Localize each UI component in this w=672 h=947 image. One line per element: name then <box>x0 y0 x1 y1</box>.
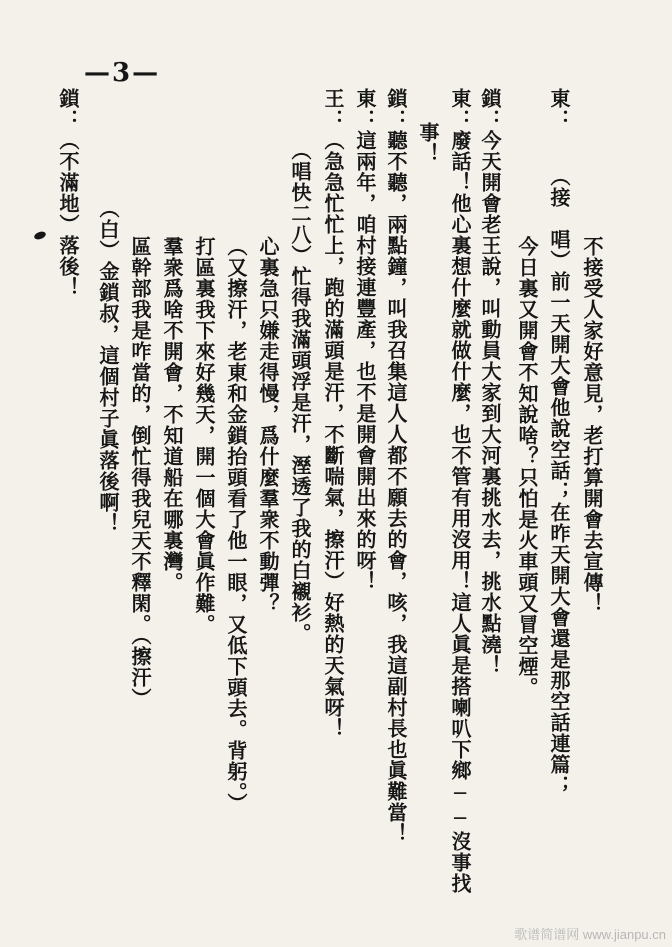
text-column: 羣衆爲啥不開會，不知道船在哪裏灣。 <box>160 236 184 593</box>
text-column: 東：廢話！他心裏想什麼就做什麼，也不管有用沒用！這人眞是搭喇叭下鄉──沒事找 <box>448 88 472 894</box>
text-column: 事！ <box>416 122 440 164</box>
text-column: （唱快二八）忙得我滿頭浮是汗，溼透了我的白襯衫。 <box>288 140 312 644</box>
text-column: （又擦汗，老東和金鎖抬頭看了他一眼，又低下頭去。背躬。） <box>224 236 248 814</box>
page-number: —3— <box>84 58 161 88</box>
text-column: 東：這兩年，咱村接連豐產，也不是開會開出來的呀！ <box>353 88 377 592</box>
text-column: 今日裏又開會不知說啥？只怕是火車頭又冒空煙。 <box>515 236 539 698</box>
text-column: 心裏急只嫌走得慢，爲什麼羣衆不動彈？ <box>256 236 280 614</box>
text-column: 鎖：（不滿地）落後！ <box>56 88 80 298</box>
text-column: （接 唱）前一天開大會他說空話；在昨天開大會還是那空話連篇； <box>547 166 571 796</box>
ink-mark <box>33 230 47 241</box>
text-column: 鎖：聽不聽，兩點鐘，叫我召集這人人都不願去的會，咳，我這副村長也眞難當！ <box>384 88 408 844</box>
text-column: 不接受人家好意見，老打算開會去宣傳！ <box>580 236 604 614</box>
text-column: （白）金鎖叔，這個村子眞落後啊！ <box>96 198 120 534</box>
text-column: 王：（急急忙忙上，跑的滿頭是汗，不斷喘氣，擦汗）好熱的天氣呀！ <box>321 88 345 739</box>
watermark: 歌谱简谱网 www.jianpu.cn <box>514 927 666 942</box>
text-column: 鎖：今天開會老王說，叫動員大家到大河裏挑水去，挑水點澆！ <box>478 88 502 676</box>
speaker-label: 東： <box>547 88 571 130</box>
text-column: 打區裏我下來好幾天，開一個大會眞作難。 <box>192 236 216 635</box>
text-column: 區幹部我是咋當的，倒忙得我兒天不釋閑。（擦汗） <box>128 236 152 709</box>
